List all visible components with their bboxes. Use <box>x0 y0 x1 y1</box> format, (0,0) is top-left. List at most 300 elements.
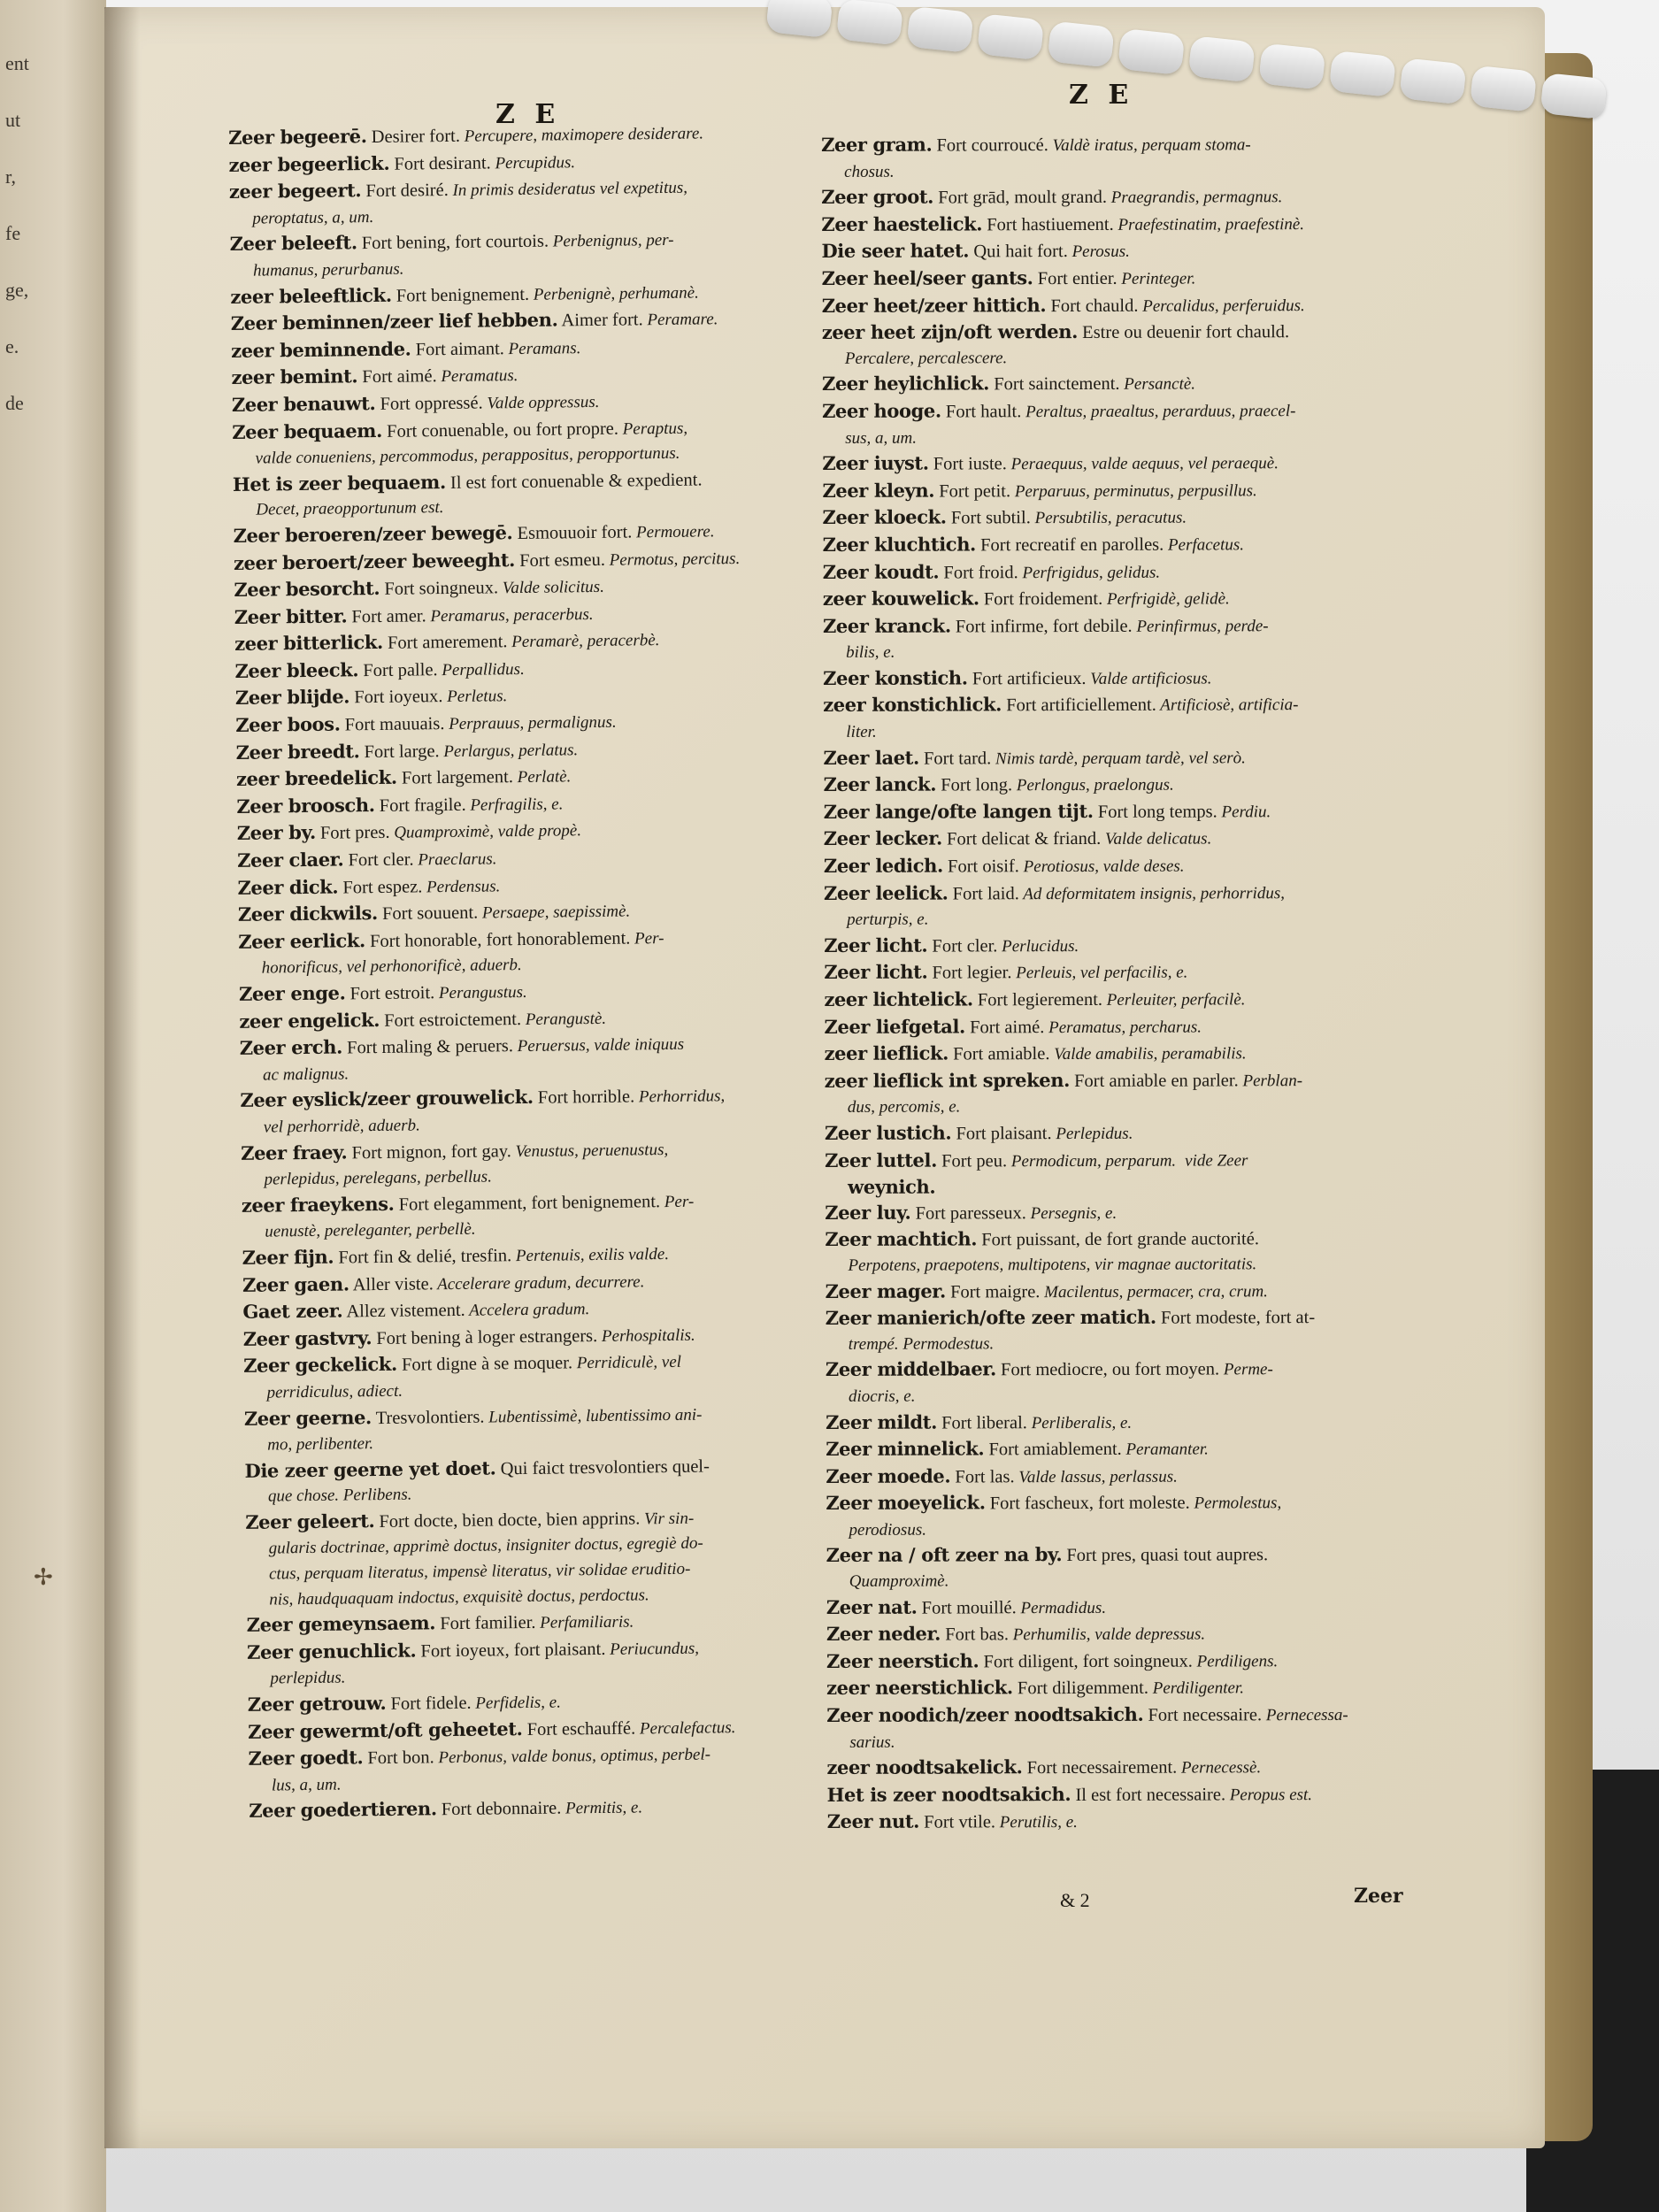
french-gloss: Fort entier. <box>1033 268 1118 289</box>
french-gloss: Desirer fort. <box>366 126 461 148</box>
headword: Zeer benauwt. <box>231 391 376 416</box>
french-gloss: Fort subtil. <box>946 508 1031 528</box>
headword: Zeer gaen. <box>242 1271 349 1296</box>
headword: Zeer geleert. <box>245 1509 375 1533</box>
headword: Zeer nut. <box>826 1810 920 1833</box>
dictionary-entry <box>244 1451 856 1510</box>
french-gloss: Fort long temps. <box>1093 802 1217 822</box>
left-column <box>228 119 859 1826</box>
dictionary-entry <box>826 1754 1426 1783</box>
french-gloss: Fort aimant. <box>411 338 504 360</box>
latin-gloss: Perosus. <box>1067 242 1130 262</box>
headword: Zeer neder. <box>826 1622 941 1646</box>
french-gloss: Fort soingneux. <box>380 578 499 600</box>
french-gloss: Fort sainctement. <box>989 374 1120 395</box>
french-gloss: Fort amiable. <box>948 1044 1050 1064</box>
french-gloss: Fort bening à loger estrangers. <box>372 1325 598 1348</box>
dictionary-entry <box>822 397 1422 452</box>
headword: Het is zeer bequaem. <box>232 470 446 495</box>
latin-gloss: Perprauus, permalignus. <box>444 712 617 734</box>
headword: Zeer middelbaer. <box>825 1357 996 1381</box>
latin-gloss: Percalidus, perferuidus. <box>1138 296 1305 316</box>
latin-gloss: Perpallidus. <box>437 659 525 680</box>
latin-gloss: Ad deformitatem insignis, perhorridus, <box>1018 883 1286 903</box>
headword: Zeer eyslick/zeer grouwelick. <box>240 1086 534 1112</box>
french-gloss: Fort peu. <box>936 1150 1008 1171</box>
headword: zeer lieflick int spreken. <box>824 1068 1071 1092</box>
headword: Zeer koudt. <box>822 560 940 583</box>
entry-continuation: que chose. Perlibens. <box>267 1485 412 1506</box>
dictionary-entry <box>822 265 1422 294</box>
latin-gloss: Pertenuis, exilis valde. <box>511 1244 670 1266</box>
dictionary-entry <box>827 1808 1427 1837</box>
latin-gloss: Perbenignè, perhumanè. <box>528 283 699 304</box>
french-gloss: Fort fin & delié, tresfin. <box>334 1246 512 1268</box>
latin-gloss: Pernecessè. <box>1177 1758 1262 1778</box>
latin-gloss: Perdiu. <box>1217 803 1271 822</box>
latin-gloss: Perhumilis, valde depressus. <box>1008 1624 1206 1645</box>
headword: zeer breedelick. <box>235 765 397 791</box>
headword: Zeer beroeren/zeer bewegē. <box>233 521 513 547</box>
french-gloss: Fort paresseux. <box>910 1202 1026 1224</box>
dictionary-entry <box>233 465 844 524</box>
entry-continuation: Quamproximè. <box>849 1571 949 1591</box>
headword: Zeer lange/ofte langen tijt. <box>823 799 1094 823</box>
dictionary-entry <box>825 1146 1425 1201</box>
entry-continuation: trempé. Permodestus. <box>848 1334 995 1354</box>
headword: Zeer machtich. <box>825 1227 978 1251</box>
left-page-fragment: e. <box>5 335 19 357</box>
headword: Zeer noodich/zeer noodtsakich. <box>826 1702 1144 1727</box>
headword: Zeer beleeft. <box>229 231 357 256</box>
dictionary-entry <box>826 1593 1426 1622</box>
latin-gloss: Pernecessa- <box>1262 1705 1348 1725</box>
latin-gloss: Perangustus. <box>434 982 527 1003</box>
french-gloss: Fort estroit. <box>345 983 435 1004</box>
french-gloss: Fort grād, moult grand. <box>933 188 1107 208</box>
entry-continuation: honorificus, vel perhonorificè, aduerb. <box>261 956 522 979</box>
headword: Zeer mager. <box>825 1279 946 1302</box>
left-page-fragment: de <box>5 392 24 414</box>
latin-gloss: Persaepe, saepissimè. <box>478 902 631 923</box>
headword: Zeer leelick. <box>823 881 949 904</box>
dictionary-entry <box>247 1632 858 1693</box>
french-gloss: Fort esmeu. <box>514 549 606 571</box>
french-gloss: Fort amiable en parler. <box>1069 1071 1239 1091</box>
latin-gloss: Perlatè. <box>512 767 572 787</box>
latin-gloss: Valde artificiosus. <box>1086 669 1212 688</box>
headword: zeer lichtelick. <box>824 987 973 1010</box>
dictionary-entry <box>822 319 1422 373</box>
french-gloss: Fort amerement. <box>382 632 508 654</box>
latin-gloss: Perlongus, praelongus. <box>1012 775 1174 795</box>
latin-gloss: Perfrigidè, gelidè. <box>1102 589 1230 609</box>
headword: zeer beroert/zeer beweeght. <box>233 548 516 574</box>
french-gloss: Fort palle. <box>358 660 438 681</box>
latin-gloss: Peramarus, peracerbus. <box>426 604 594 626</box>
french-gloss: Fort diligent, fort soingneux. <box>979 1651 1193 1672</box>
headword: Zeer geerne. <box>243 1405 373 1430</box>
latin-gloss: Permotus, percitus. <box>604 549 741 570</box>
latin-gloss: Perhorridus, <box>634 1087 726 1107</box>
headword: zeer lieflick. <box>824 1041 949 1065</box>
dictionary-entry <box>823 664 1423 694</box>
entry-continuation: gularis doctrinae, apprimè doctus, insigniter doctus, egregiè do- <box>268 1534 703 1559</box>
latin-gloss: Peropus est. <box>1225 1785 1313 1805</box>
french-gloss: Fort bening, fort courtois. <box>357 231 549 254</box>
headword: zeer neerstichlick. <box>826 1676 1013 1700</box>
dictionary-entry <box>821 210 1421 239</box>
entry-continuation: ac malignus. <box>262 1064 349 1085</box>
latin-gloss: Venustus, peruenustus, <box>511 1140 669 1161</box>
dictionary-entry <box>823 743 1423 772</box>
latin-gloss: Valde solicitus. <box>497 577 605 598</box>
entry-continuation: sarius. <box>849 1732 895 1752</box>
french-gloss: Fort amiablement. <box>984 1439 1122 1460</box>
headword: zeer beleeftlick. <box>230 283 392 308</box>
latin-gloss: Percupere, maximopere desiderare. <box>459 124 704 146</box>
latin-gloss: Periucundus, <box>605 1639 700 1659</box>
french-gloss: Fort chauld. <box>1046 296 1139 316</box>
latin-gloss: Peruersus, valde iniquus <box>512 1034 685 1056</box>
french-gloss: Fort hastiuement. <box>982 214 1114 235</box>
entry-continuation: perlepidus, perelegans, perbellus. <box>264 1167 493 1189</box>
catchword: Zeer <box>1354 1885 1403 1908</box>
french-gloss: Fort digne à se moquer. <box>396 1353 573 1376</box>
entry-continuation: perturpis, e. <box>847 910 929 930</box>
french-gloss: Il est fort conuenable & expedient. <box>445 470 703 493</box>
headword: Zeer eerlick. <box>238 928 366 953</box>
headword: Zeer heel/seer gants. <box>821 266 1033 289</box>
dictionary-entry <box>823 557 1423 587</box>
french-gloss: Fort bon. <box>363 1747 434 1769</box>
latin-gloss: Artificiosè, artificia- <box>1156 695 1299 716</box>
french-gloss: Fort delicat & friand. <box>941 829 1102 849</box>
latin-gloss: Peramanter. <box>1121 1440 1209 1459</box>
latin-gloss: Peramatus. <box>436 366 518 387</box>
latin-gloss: Perleuiter, perfacilè. <box>1102 990 1246 1010</box>
latin-gloss: Perinfirmus, perde- <box>1132 616 1269 636</box>
french-gloss: Fort recreatif en parolles. <box>975 534 1164 556</box>
headword: zeer kouwelick. <box>822 587 979 611</box>
headword: Zeer fraey. <box>241 1141 348 1164</box>
dictionary-entry <box>826 1620 1426 1649</box>
french-gloss: Fort diligemment. <box>1012 1678 1148 1699</box>
dictionary-entry <box>821 237 1421 266</box>
dictionary-entry <box>232 412 843 472</box>
latin-gloss: Permolestus, <box>1189 1494 1282 1513</box>
french-gloss: Fort modeste, fort at- <box>1156 1308 1316 1328</box>
headword: zeer bitterlick. <box>234 631 384 656</box>
french-gloss: Fort conuenable, ou fort propre. <box>381 419 619 442</box>
headword: Zeer kloeck. <box>822 505 947 529</box>
entry-continuation: perlepidus. <box>270 1668 346 1688</box>
headword: Zeer by. <box>236 821 316 845</box>
french-gloss: Qui faict tresvolontiers quel- <box>495 1456 710 1479</box>
french-gloss: Fort honorable, fort honorablement. <box>365 928 631 951</box>
dictionary-entry <box>824 879 1424 933</box>
left-page-fragment: fe <box>5 222 21 244</box>
latin-gloss: In primis desideratus vel expetitus, <box>448 178 688 201</box>
latin-gloss: Perlargus, perlatus. <box>439 740 579 761</box>
headword: Zeer bequaem. <box>232 419 383 443</box>
french-gloss: Fort long. <box>936 775 1013 795</box>
latin-gloss: Permouere. <box>632 522 715 542</box>
headword: Zeer licht. <box>824 960 928 984</box>
headword: Zeer begeerē. <box>228 125 367 149</box>
latin-gloss: Valdè iratus, perquam stoma- <box>1048 135 1251 156</box>
french-gloss: Fort desirant. <box>389 152 491 174</box>
headword: Zeer manierich/ofte zeer matich. <box>825 1305 1156 1330</box>
headword: Zeer fijn. <box>242 1245 334 1269</box>
dictionary-entry <box>823 611 1423 666</box>
latin-gloss: Perfrigidus, gelidus. <box>1018 563 1161 582</box>
entry-continuation: uenustè, pereleganter, perbellè. <box>265 1220 476 1241</box>
latin-gloss: Peraptus, <box>618 419 688 439</box>
french-gloss: Qui hait fort. <box>969 242 1068 262</box>
left-page-fragment: r, <box>5 165 16 188</box>
headword: Zeer blijde. <box>234 685 350 710</box>
headword: Gaet zeer. <box>242 1299 343 1324</box>
dictionary-entry <box>824 797 1424 826</box>
french-gloss: Fort legier. <box>927 963 1012 983</box>
headword: Zeer moede. <box>826 1464 951 1487</box>
latin-gloss: Perdensus. <box>422 876 501 897</box>
headword: Zeer iuyst. <box>822 451 929 475</box>
french-gloss: Fort pres. <box>315 823 390 844</box>
entry-continuation: weynich. <box>848 1175 936 1199</box>
entry-continuation: humanus, perurbanus. <box>252 259 404 280</box>
dictionary-entry <box>822 476 1422 505</box>
french-gloss: Fort artificieux. <box>967 668 1087 689</box>
french-gloss: Estre ou deuenir fort chauld. <box>1078 322 1290 343</box>
latin-gloss: Perhospitalis. <box>597 1325 695 1346</box>
latin-gloss: Praeclarus. <box>413 849 497 870</box>
french-gloss: Fort benignement. <box>391 284 530 306</box>
latin-gloss: Perdiligens. <box>1192 1652 1279 1671</box>
entry-continuation: sus, a, um. <box>845 428 918 448</box>
dictionary-entry <box>240 1029 851 1089</box>
headword: Zeer kluchtich. <box>822 533 976 556</box>
latin-gloss: Persegnis, e. <box>1025 1203 1118 1223</box>
latin-gloss: Quamproximè, valde propè. <box>389 821 582 843</box>
headword: Zeer bleeck. <box>234 658 359 682</box>
latin-gloss: Perdiligenter. <box>1148 1678 1244 1699</box>
french-gloss: Fort artificiellement. <box>1002 695 1156 716</box>
dictionary-entry <box>244 1399 856 1459</box>
headword: Zeer kleyn. <box>822 479 935 502</box>
headword: Zeer bitter. <box>234 604 348 628</box>
latin-gloss: Perparuus, perminutus, perpusillus. <box>1010 481 1257 501</box>
dictionary-entry <box>826 1277 1425 1306</box>
headword: Zeer mildt. <box>826 1410 938 1433</box>
french-gloss: Fort hault. <box>941 402 1022 422</box>
latin-gloss: Perbenignus, per- <box>548 231 674 251</box>
dictionary-entry <box>827 1780 1427 1809</box>
french-gloss: Fort legierement. <box>972 989 1103 1010</box>
dictionary-entry <box>241 1133 852 1194</box>
headword: Zeer breedt. <box>235 739 360 764</box>
french-gloss: Fort vtile. <box>919 1812 996 1833</box>
entry-continuation: vel perhorridè, aduerb. <box>263 1116 420 1137</box>
left-page-edge <box>0 0 106 2212</box>
french-gloss: Fort largement. <box>396 767 514 788</box>
dictionary-entry <box>824 852 1424 881</box>
headword: Zeer goedt. <box>248 1746 364 1770</box>
french-gloss: Aimer fort. <box>557 310 643 331</box>
right-column <box>821 131 1427 1837</box>
latin-gloss: Perfidelis, e. <box>471 1693 562 1713</box>
headword: zeer beminnende. <box>230 337 411 362</box>
french-gloss: Fort necessaire. <box>1143 1705 1263 1725</box>
latin-gloss: Percupidus. <box>490 152 576 173</box>
headword: Zeer na / oft zeer na by. <box>826 1543 1063 1567</box>
headword: zeer bemint. <box>231 365 358 389</box>
french-gloss: Fort fidele. <box>386 1693 472 1714</box>
clip-icon: ✢ <box>34 1564 53 1590</box>
dictionary-entry <box>826 1541 1426 1595</box>
dictionary-entry <box>824 825 1424 854</box>
headword: Zeer lecker. <box>823 826 942 850</box>
headword: Zeer heet/zeer hittich. <box>821 293 1047 317</box>
french-gloss: Fort fascheux, fort moleste. <box>985 1493 1190 1514</box>
french-gloss: Fort debonnaire. <box>436 1798 562 1820</box>
headword: Zeer luy. <box>825 1201 911 1224</box>
dictionary-entry <box>229 225 841 285</box>
dictionary-entry <box>242 1186 853 1246</box>
latin-gloss: Vir sin- <box>640 1509 695 1529</box>
french-gloss: Fort mediocre, ou fort moyen. <box>995 1359 1220 1380</box>
dictionary-entry <box>822 370 1422 399</box>
latin-gloss: Perinteger. <box>1117 269 1196 288</box>
latin-gloss: Perbonus, valde bonus, optimus, perbel- <box>434 1745 711 1768</box>
french-gloss: Fort petit. <box>934 480 1011 502</box>
headword: zeer heet zijn/oft werden. <box>821 320 1079 344</box>
entry-continuation: valde conueniens, percommodus, perappositus, peropportunus. <box>255 443 680 468</box>
latin-gloss: Perblan- <box>1238 1071 1303 1091</box>
french-gloss: Fort elegamment, fort benignement. <box>394 1191 661 1215</box>
latin-gloss: Perfragilis, e. <box>465 795 564 815</box>
headword: Zeer groot. <box>821 185 934 209</box>
french-gloss: Fort froidement. <box>979 588 1103 610</box>
dictionary-entry <box>826 1462 1425 1491</box>
french-gloss: Fort ioyeux. <box>349 687 443 708</box>
entry-continuation: bilis, e. <box>846 642 895 663</box>
headword: Zeer geckelick. <box>242 1353 398 1378</box>
right-running-header: Z E <box>1069 80 1134 111</box>
entry-continuation: perodiosus. <box>849 1520 927 1540</box>
latin-gloss: Per- <box>659 1192 695 1211</box>
latin-gloss: Peramans. <box>503 338 581 358</box>
dictionary-entry <box>825 1198 1425 1227</box>
left-page-fragments <box>5 35 29 432</box>
headword: Zeer lanck. <box>823 772 937 796</box>
latin-gloss: Per- <box>630 928 664 949</box>
french-gloss: Fort cler. <box>927 936 998 956</box>
latin-gloss: Accelerare gradum, decurrere. <box>433 1271 645 1294</box>
entry-continuation: Percalere, percalescere. <box>844 349 1008 368</box>
headword: zeer engelick. <box>239 1008 380 1033</box>
latin-gloss: Praegrandis, permagnus. <box>1106 188 1283 208</box>
headword: zeer konstichlick. <box>823 693 1002 717</box>
entry-continuation: diocris, e. <box>848 1386 916 1406</box>
latin-gloss: Permadidus. <box>1016 1598 1107 1617</box>
entry-continuation: chosus. <box>844 162 895 181</box>
headword: Zeer minnelick. <box>826 1437 985 1461</box>
latin-gloss: Peramarè, peracerbè. <box>507 631 660 652</box>
latin-gloss: Valde amabilis, peramabilis. <box>1049 1044 1247 1064</box>
french-gloss: Fort large. <box>359 741 440 762</box>
dictionary-entry <box>826 1674 1426 1703</box>
headword: Het is zeer noodtsakich. <box>826 1782 1071 1806</box>
headword: zeer begeert. <box>228 179 362 204</box>
dictionary-entry <box>826 1408 1425 1437</box>
dictionary-entry <box>240 1081 851 1141</box>
latin-gloss: Perme- <box>1219 1360 1273 1379</box>
dictionary-entry <box>823 691 1423 746</box>
latin-gloss: Percalefactus. <box>635 1717 736 1739</box>
french-gloss: Fort iuste. <box>928 454 1007 474</box>
french-gloss: Fort oisif. <box>942 856 1019 877</box>
latin-gloss: Perangustè. <box>520 1009 607 1029</box>
headword: Zeer gastvry. <box>242 1325 373 1350</box>
french-gloss: Fort necessairement. <box>1022 1757 1178 1778</box>
french-gloss: Fort amer. <box>347 605 426 627</box>
french-gloss: Fort cler. <box>343 849 414 871</box>
headword: Zeer kranck. <box>822 614 951 637</box>
french-gloss: Fort fragile. <box>374 795 466 816</box>
headword: Zeer broosch. <box>236 793 375 818</box>
french-gloss: Fort bas. <box>941 1624 1009 1645</box>
dictionary-entry <box>824 986 1424 1015</box>
dictionary-entry <box>824 1012 1424 1041</box>
french-gloss: Fort tard. <box>918 748 992 769</box>
headword: Zeer gemeynsaem. <box>246 1611 436 1637</box>
dictionary-entry <box>243 1347 855 1407</box>
entry-continuation: mo, perlibenter. <box>267 1434 374 1455</box>
dictionary-entry <box>825 1066 1425 1121</box>
dictionary-entry <box>824 771 1424 800</box>
latin-gloss: Valde lassus, perlassus. <box>1014 1467 1178 1486</box>
latin-gloss: Peramatus, percharus. <box>1044 1018 1202 1037</box>
latin-gloss: Perfacetus. <box>1164 535 1245 555</box>
french-gloss: Fort docte, bien docte, bien apprins. <box>374 1509 641 1532</box>
french-gloss: Fort ioyeux, fort plaisant. <box>416 1639 606 1662</box>
latin-gloss: Peraequus, valde aequus, vel peraequè. <box>1006 454 1279 474</box>
latin-gloss: Perotiosus, valde deses. <box>1018 856 1185 877</box>
entry-continuation: nis, haudquaquam indoctus, exquisitè doctus, perdoctus. <box>269 1585 649 1609</box>
headword: Zeer liefgetal. <box>824 1015 965 1038</box>
french-gloss: Fort laid. <box>948 883 1019 904</box>
french-gloss: Fort estroictement. <box>379 1009 522 1031</box>
french-gloss: Esmouuoir fort. <box>512 522 633 544</box>
dictionary-entry <box>826 1647 1426 1676</box>
dictionary-entry <box>826 1701 1426 1756</box>
french-gloss: Fort liberal. <box>936 1412 1027 1433</box>
headword: Zeer genuchlick. <box>246 1639 417 1663</box>
headword: Zeer goedertieren. <box>249 1797 437 1823</box>
latin-gloss: Perfamiliaris. <box>535 1612 634 1633</box>
french-gloss: Fort courroucé. <box>932 135 1048 156</box>
french-gloss: Il est fort necessaire. <box>1071 1785 1226 1805</box>
french-gloss: Fort espez. <box>338 877 423 898</box>
dictionary-entry <box>826 1489 1425 1544</box>
headword: zeer begeerlick. <box>228 151 390 176</box>
headword: Zeer ledich. <box>823 854 943 878</box>
french-gloss: Tresvolontiers. <box>371 1407 485 1428</box>
page-gutter-shadow <box>104 7 140 2148</box>
headword: Zeer moeyelick. <box>826 1491 986 1515</box>
